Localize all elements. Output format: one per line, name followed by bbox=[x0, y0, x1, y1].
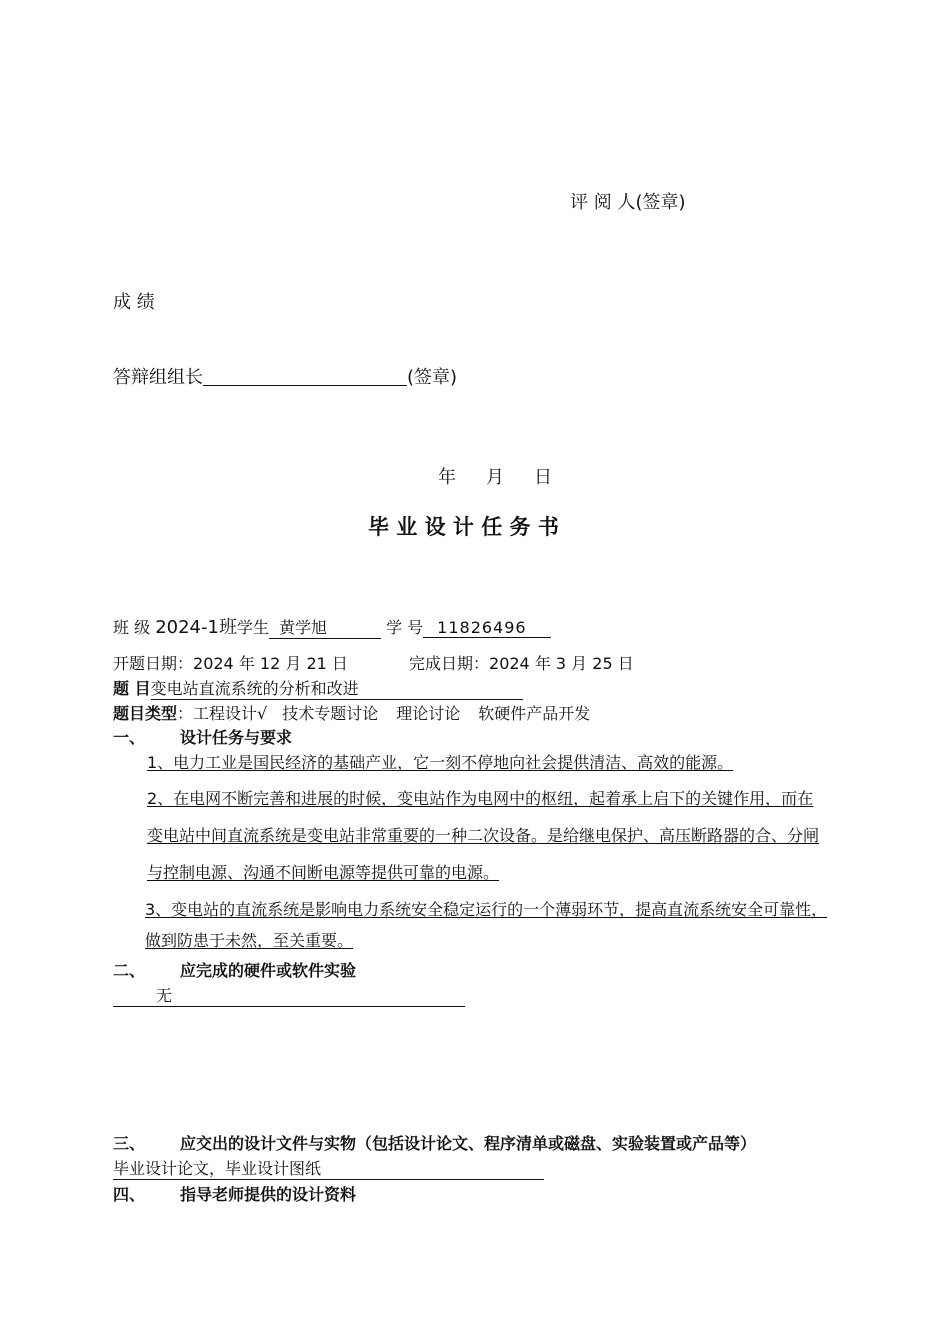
defense-seal: (签章) bbox=[407, 367, 458, 388]
end-date-value: 2024 年 3 月 25 日 bbox=[489, 654, 634, 673]
defense-signature-blank bbox=[203, 365, 407, 386]
requirement-line: 1、电力工业是国民经济的基础产业，它一刻不停地向社会提供清洁、高效的能源。 bbox=[147, 753, 734, 772]
deliverables-value: 毕业设计论文，毕业设计图纸 bbox=[113, 1159, 322, 1178]
end-date-label: 完成日期： bbox=[409, 654, 490, 673]
student-id-label: 学 号 bbox=[386, 618, 424, 637]
section-heading bbox=[113, 1182, 356, 1205]
section-number: 三、 bbox=[113, 1134, 146, 1153]
section-number: 二、 bbox=[113, 961, 146, 980]
page-title: 毕 业 设 计 任 务 书 bbox=[368, 515, 559, 539]
topic-type-option: 软硬件产品开发 bbox=[478, 704, 591, 723]
topic-type-label: 题目类型 bbox=[113, 704, 178, 723]
reviewer-seal: (签章) bbox=[635, 192, 686, 213]
section-heading bbox=[113, 958, 356, 981]
start-date-value: 2024 年 12 月 21 日 bbox=[193, 654, 348, 673]
requirement-line: 做到防患于未然，至关重要。 bbox=[145, 931, 354, 950]
student-id: 11826496 bbox=[437, 618, 527, 637]
defense-line bbox=[113, 363, 457, 389]
class-value: 2024-1 bbox=[155, 617, 219, 638]
topic-type-option: 技术专题讨论 bbox=[282, 704, 379, 723]
reviewer-label: 评 阅 人 bbox=[570, 192, 636, 213]
deliverables-line bbox=[113, 1156, 544, 1180]
start-date bbox=[113, 651, 348, 674]
topic-field bbox=[151, 676, 523, 700]
grade-label: 成 绩 bbox=[113, 292, 155, 313]
date-year: 年 bbox=[438, 467, 456, 488]
experiment-field bbox=[113, 983, 465, 1007]
reviewer-line bbox=[570, 188, 686, 214]
date-line bbox=[438, 463, 552, 489]
section-title: 设计任务与要求 bbox=[180, 728, 293, 747]
requirement-line: 3、变电站的直流系统是影响电力系统安全稳定运行的一个薄弱环节，提高直流系统安全可靠性， bbox=[145, 900, 828, 919]
requirement-line: 2、在电网不断完善和进展的时候，变电站作为电网中的枢纽，起着承上启下的关键作用，而在 bbox=[147, 789, 814, 808]
end-date bbox=[409, 651, 634, 674]
start-date-label: 开题日期： bbox=[113, 654, 194, 673]
section-number: 一、 bbox=[113, 728, 146, 747]
student-info bbox=[113, 613, 551, 639]
date-day: 日 bbox=[534, 467, 552, 488]
topic-label: 题 目 bbox=[113, 679, 151, 698]
section-heading bbox=[113, 1131, 756, 1154]
experiment-line bbox=[113, 983, 465, 1007]
topic-type-line bbox=[113, 701, 590, 724]
student-id-field bbox=[423, 618, 551, 638]
topic-value: 变电站直流系统的分析和改进 bbox=[150, 679, 359, 698]
topic-type-option: 理论讨论 bbox=[396, 704, 461, 723]
student-name: 黄学旭 bbox=[278, 618, 327, 637]
requirement-line: 变电站中间直流系统是变电站非常重要的一种二次设备。是给继电保护、高压断路器的合、分闸 bbox=[147, 826, 820, 845]
class-label: 班 级 bbox=[113, 618, 151, 637]
student-label: 学生 bbox=[236, 618, 269, 637]
experiment-value: 无 bbox=[156, 986, 173, 1005]
student-name-field bbox=[269, 615, 381, 639]
section-title: 应交出的设计文件与实物（包括设计论文、程序清单或磁盘、实验装置或产品等） bbox=[180, 1134, 757, 1153]
section-heading bbox=[113, 725, 292, 748]
section-number: 四、 bbox=[113, 1185, 146, 1204]
topic-type-option: 工程设计√ bbox=[193, 704, 268, 723]
defense-label: 答辩组组长 bbox=[113, 367, 203, 388]
date-month: 月 bbox=[486, 467, 504, 488]
deliverables-field bbox=[113, 1156, 544, 1180]
requirement-line: 与控制电源、沟通不间断电源等提供可靠的电源。 bbox=[147, 863, 500, 882]
topic-line bbox=[113, 676, 523, 700]
section-title: 应完成的硬件或软件实验 bbox=[180, 961, 357, 980]
section-title: 指导老师提供的设计资料 bbox=[180, 1185, 357, 1204]
class-suffix: 班 bbox=[218, 617, 237, 638]
topic-type-sep: ： bbox=[177, 704, 194, 723]
